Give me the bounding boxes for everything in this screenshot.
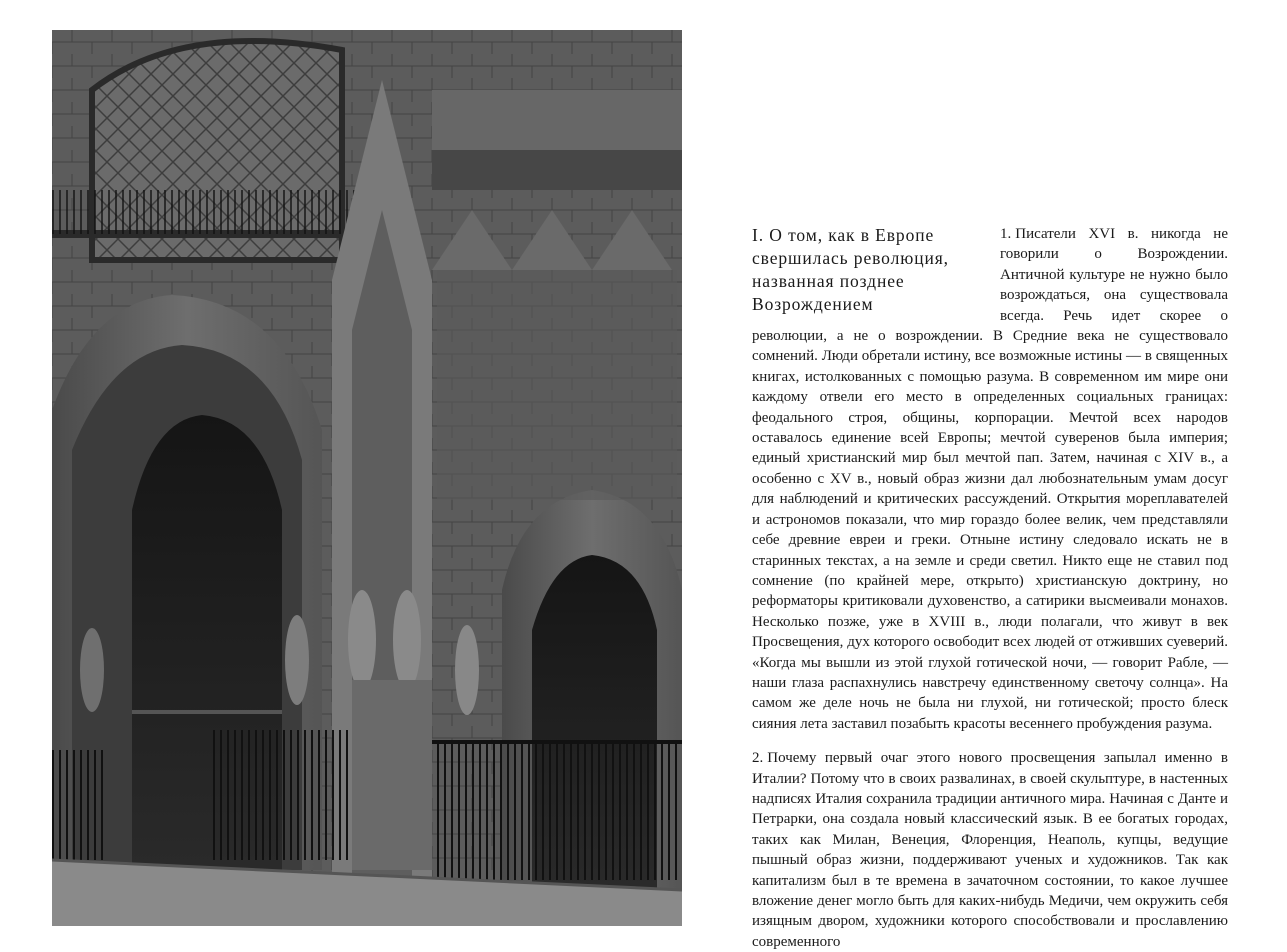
section-heading: I. О том, как в Европе свершилась революция, названная позднее Возрождением bbox=[752, 225, 949, 314]
text-column bbox=[752, 224, 1228, 952]
paragraph-text: Почему первый очаг этого нового просвещения запылал именно в Италии? Потому что в своих развалинах, в своей скульптуре, в настенных надписях Италия сохранила традиции античного мира. Начиная с Данте и Петрарки, она создала новый классический язык. В ее богатых городах, таких как Милан, Венеция, Флоренция, Неаполь, купцы, ведущие пышный образ жизни, поддерживают ученых и художников. Так как капитализм был в те времена в зачаточном состоянии, то какое лучшее вложение денег могло быть для каких-нибудь Медичи, чем окружить себя изящным двором, художники которого способствовали и прославлению современного bbox=[752, 750, 1228, 950]
paragraph-2 bbox=[752, 748, 1228, 952]
cathedral-photo bbox=[52, 30, 682, 926]
paragraph-number: 2. bbox=[752, 750, 764, 767]
cathedral-illustration bbox=[52, 30, 682, 926]
paragraph-number: 1. bbox=[1000, 226, 1012, 242]
paragraph-text: Писатели XVI в. никогда не говорили о Возрождении. Античной культуре не нужно было возрождаться, она существовала всегда. Речь идет скорее о революции, а не о возрождении. В Средние века не существовало сомнений. Люди обретали истину, все возможные истины — в священных книгах, истолкованных с помощью разума. В современном им мире они каждому отвели его место в определенных социальных границах: феодального строя, общины, корпорации. Мечтой всех народов оставалось единение всей Европы; мечтой суверенов была империя; единый христианский мир был мечтой пап. Затем, начиная с XIV в., а особенно с XV в., новый образ жизни дал любознательным умам досуг для наблюдений и критических рассуждений. Открытия мореплавателей и астрономов показали, что мир гораздо более велик, чем представляли себе древние евреи и греки. Отныне истину следовало искать не в старинных текстах, а на земле и среди светил. Никто еще не ставил под сомнение (по крайней мере, открыто) христианскую доктрину, но реформаторы критиковали духовенство, а сатирики высмеивали монахов. Несколько позже, уже в XVIII в., люди полагали, что живут в век Просвещения, дух которого освободит всех людей от отживших суеверий. «Когда мы вышли из этой глухой готической ночи, — говорит Рабле, — наши глаза распахнулись навстречу единственному светочу солнца». На самом же деле ночь не была ни глухой, ни готической; просто блеск сияния лета заставил позабыть красоты весеннего пробуждения разума. bbox=[752, 226, 1228, 732]
